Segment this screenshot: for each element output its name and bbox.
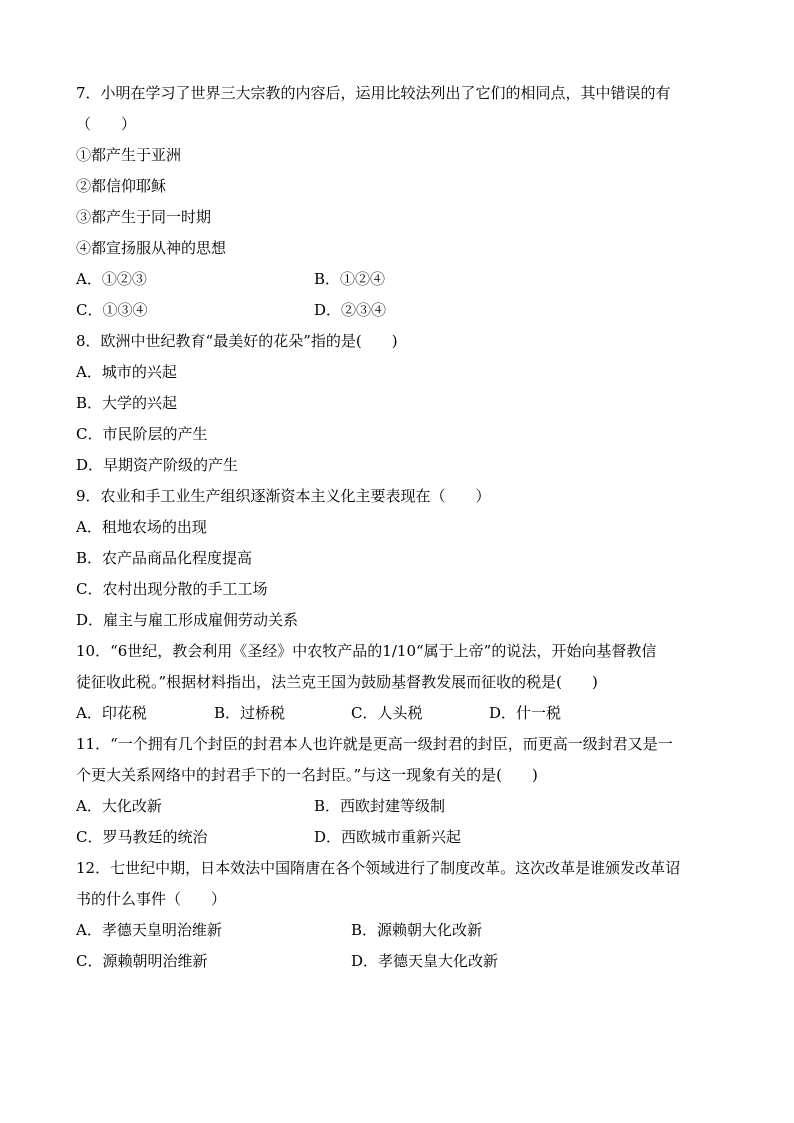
- question-12: [76, 853, 726, 977]
- option-d[interactable]: D．雇主与雇工形成雇佣劳动关系: [76, 611, 299, 629]
- option-a[interactable]: A．大化改新: [76, 797, 162, 815]
- question-7: [76, 78, 726, 326]
- option-c[interactable]: C．人头税: [351, 704, 423, 722]
- option-c[interactable]: C．①③④: [76, 301, 148, 319]
- option-a[interactable]: A．①②③: [76, 270, 147, 288]
- option-row: [76, 915, 726, 946]
- question-stem: （ ）: [76, 115, 137, 133]
- option-b[interactable]: B．农产品商品化程度提高: [76, 549, 253, 567]
- question-stem: 10．“6世纪，教会利用《圣经》中农牧产品的1/10“属于上帝”的说法，开始向基督教信: [76, 642, 657, 660]
- statement-item: ④都宣扬服从神的思想: [76, 239, 227, 257]
- option-row: [76, 295, 726, 326]
- question-stem: 12．七世纪中期，日本效法中国隋唐在各个领域进行了制度改革。这次改革是谁颁发改革诏: [76, 859, 681, 877]
- question-stem: 8．欧洲中世纪教育“最美好的花朵”指的是( ): [76, 332, 398, 350]
- option-d[interactable]: D．西欧城市重新兴起: [314, 828, 462, 846]
- statement-item: ①都产生于亚洲: [76, 146, 182, 164]
- statement-item: ②都信仰耶稣: [76, 177, 167, 195]
- statement-item: ③都产生于同一时期: [76, 208, 212, 226]
- option-row: [76, 822, 726, 853]
- option-b[interactable]: B．大学的兴起: [76, 394, 178, 412]
- question-10: [76, 636, 726, 729]
- option-a[interactable]: A．孝德天皇明治维新: [76, 921, 222, 939]
- question-9: [76, 481, 726, 636]
- option-c[interactable]: C．源赖朝明治维新: [76, 952, 208, 970]
- option-b[interactable]: B．①②④: [314, 270, 386, 288]
- question-stem: 11．“一个拥有几个封臣的封君本人也许就是更高一级封君的封臣，而更高一级封君又是一: [76, 735, 673, 753]
- exam-page: [76, 78, 726, 977]
- option-a[interactable]: A．城市的兴起: [76, 363, 177, 381]
- question-stem: 徒征收此税。”根据材料指出，法兰克王国为鼓励基督教发展而征收的税是( ): [76, 673, 598, 691]
- question-stem: 7．小明在学习了世界三大宗教的内容后，运用比较法列出了它们的相同点，其中错误的有: [76, 84, 671, 102]
- question-8: [76, 326, 726, 481]
- question-11: [76, 729, 726, 853]
- option-b[interactable]: B．过桥税: [214, 704, 286, 722]
- option-b[interactable]: B．西欧封建等级制: [314, 797, 446, 815]
- question-stem: 书的什么事件（ ）: [76, 890, 227, 908]
- option-b[interactable]: B．源赖朝大化改新: [351, 921, 483, 939]
- option-a[interactable]: A．租地农场的出现: [76, 518, 207, 536]
- option-d[interactable]: D．②③④: [314, 301, 387, 319]
- option-a[interactable]: A．印花税: [76, 704, 147, 722]
- option-row: [76, 791, 726, 822]
- question-stem: 9．农业和手工业生产组织逐渐资本主义化主要表现在（ ）: [76, 487, 491, 505]
- option-c[interactable]: C．市民阶层的产生: [76, 425, 208, 443]
- option-d[interactable]: D．孝德天皇大化改新: [351, 952, 499, 970]
- option-c[interactable]: C．农村出现分散的手工工场: [76, 580, 268, 598]
- option-d[interactable]: D．早期资产阶级的产生: [76, 456, 239, 474]
- option-d[interactable]: D．什一税: [489, 704, 562, 722]
- option-row: [76, 946, 726, 977]
- option-c[interactable]: C．罗马教廷的统治: [76, 828, 208, 846]
- question-stem: 个更大关系网络中的封君手下的一名封臣。”与这一现象有关的是( ): [76, 766, 538, 784]
- option-row: [76, 264, 726, 295]
- option-row: [76, 698, 726, 729]
